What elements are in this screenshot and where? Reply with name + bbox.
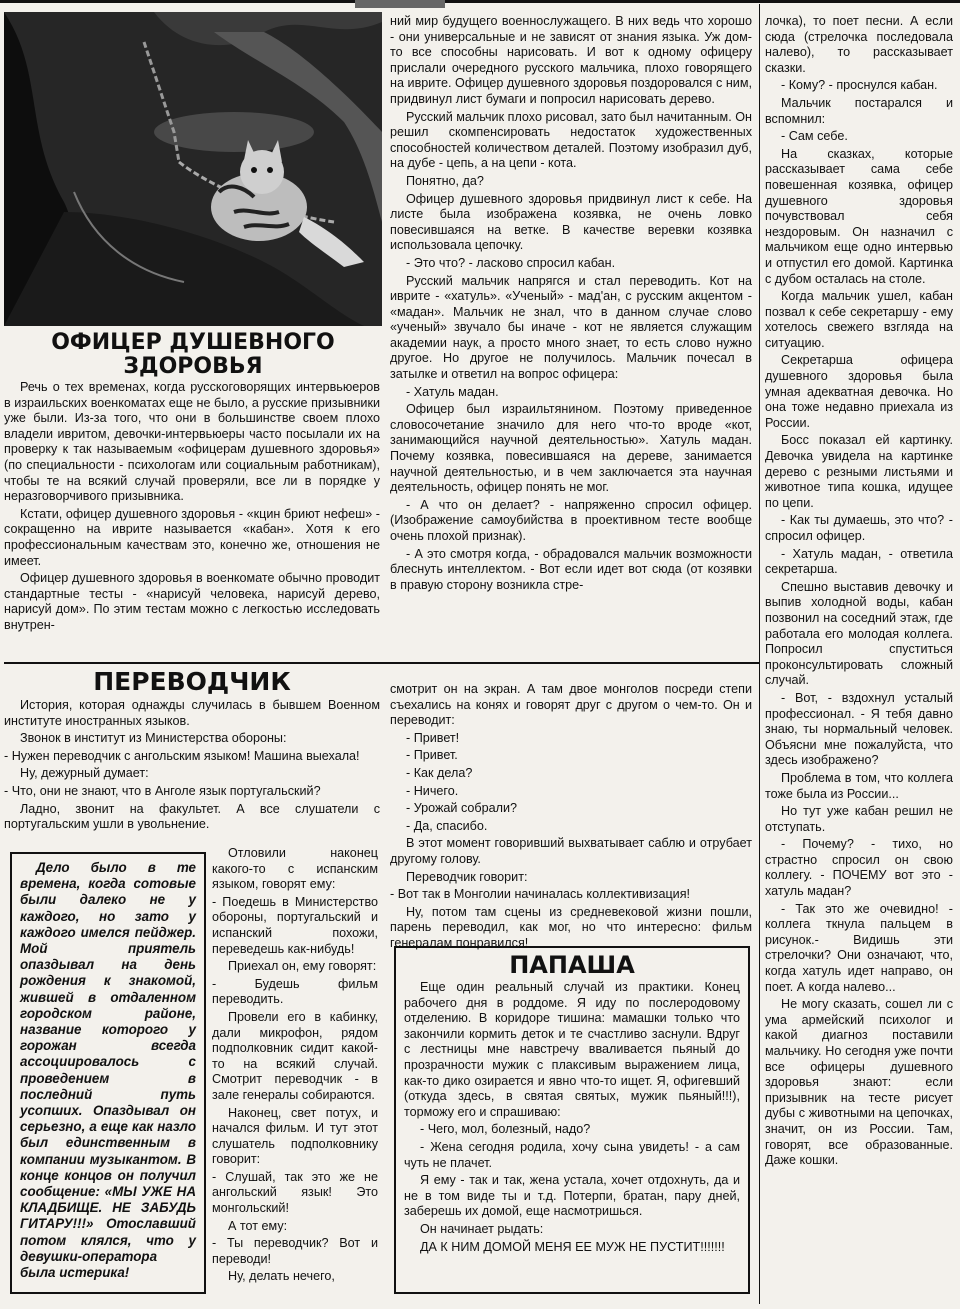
article1-col2-para: - Хатуль мадан. bbox=[406, 384, 499, 399]
article2-narrow-para: - Ты переводчик? Вот и переводи! bbox=[212, 1236, 378, 1266]
article2-narrow-para: Провели его в кабинку, дали микрофон, рядом подполковник сидит какой-то на всякий случай. Смотрит переводчик - в зале генералы собираются. bbox=[212, 1009, 378, 1102]
article1-col2-para: Русский мальчик плохо рисовал, зато был начитанным. Он решил скомпенсировать недостаток художественных способностей количеством деталей. Поэтому изобразил дуб, на дубе - цепь, а на цепи - кота. bbox=[390, 109, 752, 171]
article1-col3-para: - Как ты думаешь, это что? - спросил офицер. bbox=[765, 513, 953, 543]
article2-title: ПЕРЕВОДЧИК bbox=[93, 667, 291, 696]
article2-para: Ну, дежурный думает: bbox=[20, 766, 149, 781]
article2-middle-para: - Привет. bbox=[406, 748, 458, 763]
article2-middle-para: Переводчик говорит: bbox=[406, 869, 528, 884]
top-header-fragment bbox=[355, 0, 445, 8]
section-divider bbox=[4, 662, 759, 664]
papasha-para: - Чего, мол, болезный, надо? bbox=[420, 1122, 591, 1137]
article-photo-cat-on-chain bbox=[4, 12, 382, 326]
article2-narrow-para: - Слушай, так это же не ангольский язык! Это монгольский! bbox=[212, 1169, 378, 1216]
article1-col3-para: На сказках, которые рассказывает сама себе повешенная козявка, офицер душевного здоровья почувствовал себя нездоровым. Он назначил с мальчиком еще одно интервью и отпустил его домой. Картинка с дубом осталась на столе. bbox=[765, 146, 953, 286]
papasha-para: - Жена сегодня родила, хочу сына увидеть! - а сам чуть не плачет. bbox=[404, 1139, 740, 1170]
article1-column-3 bbox=[765, 14, 953, 1304]
article1-col1-para: Офицер душевного здоровья в военкомате обычно проводит стандартные тесты - «нарисуй человека, нарисуй дерево, нарисуй дом». По этим тестам можно с легкостью исследовать внутрен- bbox=[4, 571, 380, 632]
article2-middle-para: - Да, спасибо. bbox=[406, 818, 488, 833]
article2-narrow-para: - Поедешь в Министерство обороны, португальский и испанский похожи, переведешь как-нибудь! bbox=[212, 894, 378, 956]
article2-para: Ладно, звонит на факультет. А все слушатели с португальским ушли в увольнение. bbox=[4, 801, 380, 832]
article2-middle-para: - Привет! bbox=[406, 730, 460, 745]
pager-anecdote-box bbox=[10, 852, 206, 1294]
article2-narrow-para: - Будешь фильм переводить. bbox=[212, 976, 378, 1007]
top-border bbox=[0, 0, 960, 3]
article1-col3-para: Босс показал ей картинку. Девочка увидела на картинке дерево с резными листьями и животное типа кошка, идущее по цепи. bbox=[765, 433, 953, 510]
article1-col2-para: - А что он делает? - напряженно спросил офицер. (Изображение самоубийства в проективном тесте вообще очень плохой признак). bbox=[390, 497, 752, 543]
article1-column-1 bbox=[4, 380, 380, 655]
article1-col2-para: - А это смотря когда, - обрадовался мальчик возможности блеснуть интеллектом. - Вот если идет вот сюда (от козявки в правую сторону возникла стре- bbox=[390, 546, 752, 592]
article1-col3-para: - Вот, - вздохнул усталый профессионал. - Я тебя давно знаю, ты нормальный человек. Объясни мне пожалуйста, что здесь изображено? bbox=[765, 690, 953, 768]
article1-col2-para: Офицер душевного здоровья придвинул лист к себе. На листе была изображена козявка, не очень ловко повесившаяся на ветке. В качестве веревки козявка использовала цепочку. bbox=[390, 191, 752, 253]
article2-middle-para: смотрит он на экран. А там двое монголов посреди степи съехались на конях и говорят друг с другом о чем-то. Он и переводит: bbox=[390, 682, 752, 728]
article1-col3-para: Когда мальчик ушел, кабан позвал к себе секретаршу - ему хотелось свежего взгляда на ситуацию. bbox=[765, 289, 953, 350]
article1-col2-para: ний мир будущего военнослужащего. В них ведь что хорошо - они универсальные и не зависят от знания языка. Уж дом-то все способны нарисовать. И вот к одному офицеру прислали очередного русского мальчика, плохо говорящего на иврите. Офицер душевного здоровья поздоровался с ним, придвинул лист бумаги и попросил нарисовать дерево. bbox=[390, 14, 752, 106]
article2-narrow-para: Приехал он, ему говорят: bbox=[228, 959, 377, 974]
article1-col3-para: - Почему? - тихо, но страстно спросил он свою коллегу. - ПОЧЕМУ вот это - хатуль мадан? bbox=[765, 837, 953, 899]
article2-narrow-para: Отловили наконец какого-то с испанским языком, говорят ему: bbox=[212, 846, 378, 892]
article2-middle-para: - Ничего. bbox=[406, 783, 459, 798]
article2-para: - Что, они не знают, что в Анголе язык португальский? bbox=[4, 783, 321, 798]
article2-para: История, которая однажды случилась в бывшем Военном институте иностранных языков. bbox=[4, 698, 380, 728]
papasha-title: ПАПАША bbox=[509, 951, 635, 979]
article2-para: - Нужен переводчик с ангольским языком! Машина выехала! bbox=[4, 748, 360, 763]
article2-narrow-column bbox=[212, 846, 378, 1306]
papasha-article-box bbox=[394, 946, 750, 1294]
article1-col3-para: - Кому? - проснулся кабан. bbox=[781, 78, 938, 93]
article1-col2-para: Русский мальчик напрягся и стал переводить. Кот на иврите - «хатуль». «Ученый» - мад'ан, с русским акцентом - «мадан». Мальчик не знал, что в данном случае слово «ученый» звучало бы иначе - кот не является служащим академии наук, а просто много знает, то есть слово нужно другое. Но другое не получилось. Мальчик почесал в затылке и ответил на вопрос офицера: bbox=[390, 273, 752, 382]
article2-middle-para: - Урожай собрали? bbox=[406, 801, 518, 816]
article1-col2-para: - Это что? - ласково спросил кабан. bbox=[406, 255, 616, 270]
article2-narrow-para: Ну, делать нечего, bbox=[228, 1269, 335, 1284]
article1-col3-para: - Так это же очевидно! - коллега ткнула пальцем в рисунок.- Видишь эти стрелочки? Они означают, что, когда хатуль идет направо, он поет. А когда налево... bbox=[765, 901, 953, 994]
article2-middle-para: В этот момент говоривший выхватывает саблю и отрубает другому голову. bbox=[390, 836, 752, 866]
pager-anecdote-text: Дело было в те времена, когда сотовые были далеко не у каждого, но зато у каждого имелся пейджер. Мой приятель опаздывал на день рождения к знакомой, жившей в отдаленном городском районе, название которого у горожан всегда ассоциировалось с проведением в последний путь усопших. Опаздывал он серьезно, а еще как назло был единственным в компании музыкантом. В конце концов он получил сообщение: «МЫ УЖЕ НА КЛАДБИЩЕ. НЕ ЗАБУДЬ ГИТАРУ!!!» Отославший потом клялся, что у девушки-оператора была истерика! bbox=[20, 860, 196, 1281]
papasha-para: Еще один реальный случай из практики. Конец рабочего дня в роддоме. Я иду по послеродовому отделению. В коридоре тишина: мамашки только что закончили кормить деток и те счастливо заснули. Вдруг с лестницы мне навстречу вваливается пьяный до прозрачности мужик с плаксивым выражением лица, как-то дико озирается и явно что-то ищет. Я, офигевший (откуда здесь, в святая святых, мужик пьяный!!!), торможу его и спрашиваю: bbox=[404, 980, 740, 1119]
article1-col3-para: Спешно выставив девочку и выпив холодной воды, кабан позвонил на соседний этаж, где работала его молодая коллега. Попросил спуститься проконсультировать сложный случай. bbox=[765, 579, 953, 688]
article1-col3-para: Мальчик постарался и вспомнил: bbox=[765, 95, 953, 126]
papasha-para: Он начинает рыдать: bbox=[420, 1221, 544, 1236]
article1-col2-para: Офицер был израильтянином. Поэтому приведенное словосочетание значило для него что-то вроде «кот, занимающийся научной деятельностью». Хатуль мадан. Почему козявка, повесившаяся на дереве, занимается научной деятельностью, и в чем заключается эта научная деятельность, офицер понять не мог. bbox=[390, 402, 752, 495]
article1-col3-para: Секретарша офицера душевного здоровья была умная адекватная девочка. Но она тоже недавно приехала из России. bbox=[765, 353, 953, 430]
article2-para: Звонок в институт из Министерства обороны: bbox=[20, 731, 287, 746]
article2-intro bbox=[4, 698, 380, 846]
article1-col3-para: Проблема в том, что коллега тоже была из России... bbox=[765, 770, 953, 801]
article1-col3-para: Но тут уже кабан решил не отступать. bbox=[765, 804, 953, 834]
article1-col3-para: Не могу сказать, сошел ли с ума армейский психолог и какой диагноз поставили мальчику. Но сегодня уже почти все офицеры душевного здоровья знают: если призывник на тесте рисует дубы с животными на цепочках, значит, он из России. Там, говорят, все образованные. Даже кошки. bbox=[765, 997, 953, 1168]
article2-narrow-para: А тот ему: bbox=[228, 1218, 288, 1233]
title-line-1: ОФИЦЕР ДУШЕВНОГО bbox=[51, 330, 335, 355]
article1-col3-para: - Сам себе. bbox=[781, 129, 848, 144]
article1-col3-para: лочка), то поет песни. А если сюда (стрелочка последовала налево), то рассказывает сказки. bbox=[765, 14, 953, 75]
article2-middle-para: Ну, потом там сцены из средневековой жизни пошли, парень переводил, как мог, но что интересно: фильм генералам понравился! bbox=[390, 904, 752, 950]
column-divider bbox=[759, 4, 760, 1304]
article2-middle-para: - Вот так в Монголии начиналась коллективизация! bbox=[390, 887, 691, 902]
article2-middle-para: - Как дела? bbox=[406, 765, 473, 780]
article1-col2-para: Понятно, да? bbox=[406, 173, 484, 188]
title-line-2: ЗДОРОВЬЯ bbox=[123, 354, 263, 379]
article2-narrow-para: Наконец, свет потух, и начался фильм. И тут этот слушатель подполковнику говорит: bbox=[212, 1105, 378, 1167]
article1-col1-para: Кстати, офицер душевного здоровья - «кцин бриют нефеш» - сокращенно на иврите называется «кабан». Хотя к его профессиональным качествам это, конечно же, отношения не имеет. bbox=[4, 506, 380, 568]
papasha-para: ДА К НИМ ДОМОЙ МЕНЯ ЕЕ МУЖ НЕ ПУСТИТ!!!!!!! bbox=[420, 1239, 725, 1254]
article1-column-2 bbox=[390, 14, 752, 657]
article1-col1-para: Речь о тех временах, когда русскоговорящих интервьюеров в израильских военкоматах еще не было, а русские призывники уже были. Из-за того, что они в большинстве своем плохо владели ивритом, девочки-интервьюеры часто посылали их на проверку к так называемым «офицерам душевного здоровья» (по специальности - психологам или социальным работникам), чтобы те на всякий случай проверяли, все ли в порядке у неразговорчивого призывника. bbox=[4, 380, 380, 504]
article2-middle-column bbox=[390, 682, 752, 950]
papasha-para: Я ему - так и так, жена устала, хочет отдохнуть, да и не в том виде ты и т.д. Потерпи, братан, пару дней, заберешь их домой, еще насмотришься. bbox=[404, 1173, 740, 1219]
article1-col3-para: - Хатуль мадан, - ответила секретарша. bbox=[765, 546, 953, 577]
papasha-body bbox=[404, 980, 740, 1284]
article-title bbox=[4, 331, 382, 379]
